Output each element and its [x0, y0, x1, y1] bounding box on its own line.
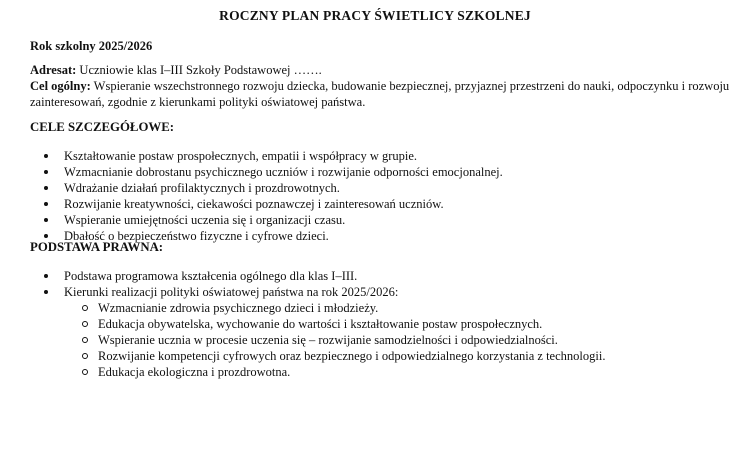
- bullet-icon: [44, 274, 48, 278]
- policy-directions-list: [30, 300, 720, 380]
- legal-basis-heading: PODSTAWA PRAWNA:: [30, 240, 164, 254]
- sub-list-item: [30, 348, 720, 364]
- list-item-text: Podstawa programowa kształcenia ogólnego dla klas I–III.: [64, 269, 358, 283]
- sub-list-item: [30, 300, 720, 316]
- list-item: [30, 284, 720, 300]
- addressee-label: Adresat:: [30, 63, 77, 77]
- sub-list-container: [30, 300, 720, 380]
- list-item: [30, 164, 720, 180]
- bullet-icon: [44, 170, 48, 174]
- sub-list-item-text: Edukacja obywatelska, wychowanie do wartości i kształtowanie postaw prospołecznych.: [98, 317, 543, 331]
- sub-list-item-text: Edukacja ekologiczna i prozdrowotna.: [98, 365, 291, 379]
- circle-bullet-icon: [82, 305, 88, 311]
- goal-text: Wspieranie wszechstronnego rozwoju dziecka, budowanie bezpiecznej, przyjaznej przestrzeni do nauki, odpoczynku i rozwoju zainteresowań, zgodnie z kierunkami polityki oświatowej państwa.: [30, 79, 730, 109]
- addressee-line: [30, 62, 730, 78]
- list-item: [30, 268, 720, 284]
- list-item-text: Kształtowanie postaw prospołecznych, empatii i współpracy w grupie.: [64, 149, 418, 163]
- list-item-text: Dbałość o bezpieczeństwo fizyczne i cyfrowe dzieci.: [64, 229, 329, 243]
- circle-bullet-icon: [82, 353, 88, 359]
- list-item-text: Wspieranie umiejętności uczenia się i organizacji czasu.: [64, 213, 346, 227]
- bullet-icon: [44, 186, 48, 190]
- list-item: [30, 180, 720, 196]
- sub-list-item: [30, 364, 720, 380]
- sub-list-item-text: Wzmacnianie zdrowia psychicznego dzieci i młodzieży.: [98, 301, 379, 315]
- list-item: [30, 196, 720, 212]
- list-item-text: Rozwijanie kreatywności, ciekawości poznawczej i zainteresowań uczniów.: [64, 197, 444, 211]
- bullet-icon: [44, 218, 48, 222]
- list-item: [30, 148, 720, 164]
- school-year: Rok szkolny 2025/2026: [30, 39, 153, 53]
- circle-bullet-icon: [82, 321, 88, 327]
- sub-list-item: [30, 316, 720, 332]
- bullet-icon: [44, 202, 48, 206]
- specific-goals-heading: CELE SZCZEGÓŁOWE:: [30, 120, 175, 134]
- circle-bullet-icon: [82, 337, 88, 343]
- goal-label: Cel ogólny:: [30, 79, 91, 93]
- general-goal: [30, 78, 730, 110]
- bullet-icon: [44, 154, 48, 158]
- list-item: [30, 212, 720, 228]
- addressee-text: Uczniowie klas I–III Szkoły Podstawowej …….: [76, 63, 322, 77]
- list-item-text: Wdrażanie działań profilaktycznych i prozdrowotnych.: [64, 181, 340, 195]
- list-item-text: Wzmacnianie dobrostanu psychicznego uczniów i rozwijanie odporności emocjonalnej.: [64, 165, 503, 179]
- circle-bullet-icon: [82, 369, 88, 375]
- sub-list-item-text: Wspieranie ucznia w procesie uczenia się – rozwijanie samodzielności i odpowiedzialności.: [98, 333, 558, 347]
- legal-basis-list: [30, 268, 720, 300]
- sub-list-item: [30, 332, 720, 348]
- document-title: ROCZNY PLAN PRACY ŚWIETLICY SZKOLNEJ: [219, 8, 531, 23]
- list-item-text: Kierunki realizacji polityki oświatowej państwa na rok 2025/2026:: [64, 285, 399, 299]
- sub-list-item-text: Rozwijanie kompetencji cyfrowych oraz bezpiecznego i odpowiedzialnego korzystania z technologii.: [98, 349, 606, 363]
- specific-goals-list: [30, 148, 720, 244]
- bullet-icon: [44, 290, 48, 294]
- sub-list: [30, 300, 720, 380]
- bullet-icon: [44, 234, 48, 238]
